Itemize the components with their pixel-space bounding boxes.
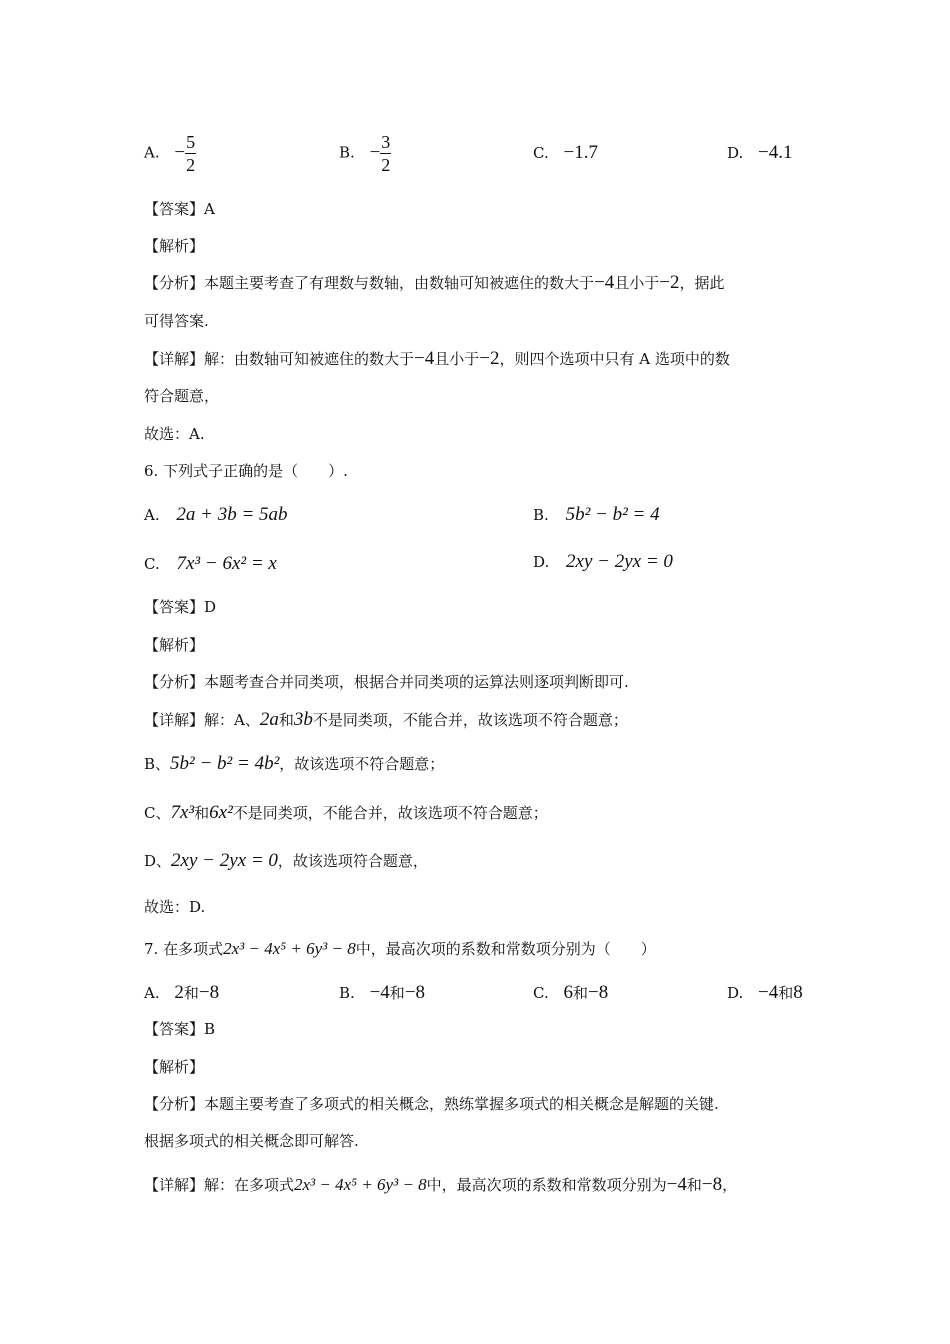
q6-option-b bbox=[533, 504, 660, 526]
option-label: D. bbox=[727, 144, 744, 162]
text: B、 bbox=[144, 755, 171, 773]
math: −8 bbox=[701, 1174, 723, 1195]
option-label: D. bbox=[533, 553, 550, 571]
text: ，据此 bbox=[679, 274, 725, 292]
q7-option-d bbox=[727, 982, 803, 1004]
text: 不是同类项，不能合并，故该选项不符合题意； bbox=[312, 711, 628, 729]
math: 5b² − b² = 4b² bbox=[170, 753, 280, 774]
text: 【详解】解：在多项式 bbox=[144, 1176, 295, 1194]
q5-detail bbox=[144, 348, 730, 370]
math: 2a bbox=[259, 709, 279, 730]
text: 和 bbox=[778, 984, 794, 1002]
math: −4 bbox=[758, 982, 779, 1003]
q7-option-a bbox=[144, 982, 219, 1004]
option-label: C. bbox=[144, 555, 160, 573]
option-label: D. bbox=[727, 984, 744, 1002]
option-expr: −4.1 bbox=[758, 142, 793, 163]
text: 中，最高次项的系数和常数项分别为（ ） bbox=[355, 940, 656, 958]
q7-detail bbox=[144, 1174, 737, 1196]
text: 不是同类项，不能合并，故该选项不符合题意； bbox=[232, 804, 548, 822]
q7-analysis-cont: 根据多项式的相关概念即可解答. bbox=[144, 1132, 359, 1150]
option-label: C. bbox=[533, 144, 549, 162]
fraction bbox=[380, 131, 391, 176]
math: −4 bbox=[666, 1174, 687, 1195]
text: 和 bbox=[183, 984, 199, 1002]
option-label: B. bbox=[339, 143, 355, 162]
option-label: C. bbox=[533, 984, 549, 1002]
q6-stem: 6. 下列式子正确的是（ ）. bbox=[144, 462, 348, 480]
option-expr: 2xy − 2yx = 0 bbox=[566, 551, 673, 572]
q6-detail-d bbox=[144, 850, 428, 872]
option-expr: 2a + 3b = 5ab bbox=[176, 504, 288, 525]
math: 2x³ − 4x⁵ + 6y³ − 8 bbox=[294, 1175, 427, 1194]
q5-option-b bbox=[339, 131, 391, 176]
text: ，故该选项不符合题意； bbox=[279, 755, 445, 773]
q5-analysis bbox=[144, 272, 725, 294]
q5-answer: 【答案】A bbox=[144, 200, 215, 218]
math: 6 bbox=[563, 982, 573, 1003]
numerator: 5 bbox=[186, 132, 196, 152]
numerator: 3 bbox=[381, 132, 391, 152]
q6-analysis: 【分析】本题考查合并同类项，根据合并同类项的运算法则逐项判断即可. bbox=[144, 673, 629, 691]
q7-answer: 【答案】B bbox=[144, 1020, 216, 1038]
math: −8 bbox=[404, 982, 426, 1003]
q6-detail-c bbox=[144, 802, 548, 824]
sign: − bbox=[174, 141, 186, 163]
q7-analysis: 【分析】本题主要考查了多项式的相关概念，熟练掌握多项式的相关概念是解题的关键. bbox=[144, 1095, 719, 1113]
q6-conclusion: 故选：D. bbox=[144, 898, 206, 916]
q6-answer: 【答案】D bbox=[144, 598, 217, 616]
text: ， bbox=[722, 1176, 738, 1194]
math: 2xy − 2yx = 0 bbox=[171, 850, 278, 871]
q5-option-a bbox=[144, 131, 196, 176]
q6-jiexi: 【解析】 bbox=[144, 636, 205, 654]
option-label: A. bbox=[144, 506, 160, 524]
math: 3b bbox=[293, 709, 313, 730]
math: −2 bbox=[659, 272, 680, 293]
math: −2 bbox=[479, 348, 500, 369]
analysis-tag: 【分析】 bbox=[144, 274, 205, 292]
math: −8 bbox=[198, 982, 220, 1003]
q5-option-d bbox=[727, 142, 793, 164]
text: 本题主要考查了有理数与数轴，由数轴可知被遮住的数大于 bbox=[204, 274, 595, 292]
fraction bbox=[185, 131, 196, 176]
q6-option-c bbox=[144, 553, 277, 575]
q7-stem bbox=[144, 938, 656, 960]
text: 和 bbox=[194, 804, 210, 822]
q6-detail-b bbox=[144, 753, 444, 775]
text: 7. 在多项式 bbox=[144, 940, 224, 958]
math: −4 bbox=[369, 982, 390, 1003]
q6-detail-a bbox=[144, 709, 628, 731]
math: 6x² bbox=[209, 802, 233, 823]
denominator: 2 bbox=[186, 155, 196, 175]
q7-option-b bbox=[339, 982, 425, 1004]
text: C、 bbox=[144, 804, 171, 822]
q7-jiexi: 【解析】 bbox=[144, 1058, 205, 1076]
math: 8 bbox=[793, 982, 803, 1003]
q5-analysis-cont: 可得答案. bbox=[144, 312, 209, 330]
text: 和 bbox=[686, 1176, 702, 1194]
text: 且小于 bbox=[434, 350, 480, 368]
math: 7x³ bbox=[170, 802, 195, 823]
option-label: B. bbox=[339, 984, 355, 1002]
option-expr: 7x³ − 6x² = x bbox=[176, 553, 277, 574]
option-label: A. bbox=[144, 984, 160, 1002]
option-label: A. bbox=[144, 143, 160, 162]
text: 解：A、 bbox=[204, 711, 260, 729]
option-expr: −1.7 bbox=[563, 142, 598, 163]
math: −8 bbox=[588, 982, 609, 1003]
q5-conclusion: 故选：A. bbox=[144, 425, 205, 443]
text: ，则四个选项中只有 A 选项中的数 bbox=[499, 350, 730, 368]
text: 且小于 bbox=[614, 274, 660, 292]
math: 2x³ − 4x⁵ + 6y³ − 8 bbox=[223, 939, 356, 958]
detail-tag: 【详解】 bbox=[144, 350, 205, 368]
detail-tag: 【详解】 bbox=[144, 711, 205, 729]
q5-jiexi: 【解析】 bbox=[144, 237, 205, 255]
sign: − bbox=[369, 141, 381, 163]
option-label: B. bbox=[533, 506, 549, 524]
denominator: 2 bbox=[381, 155, 391, 175]
text: 中，最高次项的系数和常数项分别为 bbox=[426, 1176, 667, 1194]
q6-option-d bbox=[533, 551, 673, 573]
q5-detail-cont: 符合题意， bbox=[144, 387, 220, 405]
text: 和 bbox=[278, 711, 294, 729]
option-expr: 5b² − b² = 4 bbox=[565, 504, 660, 525]
math: 2 bbox=[174, 982, 184, 1003]
text: 解：由数轴可知被遮住的数大于 bbox=[204, 350, 415, 368]
q5-option-c bbox=[533, 142, 598, 164]
q6-option-a bbox=[144, 504, 288, 526]
text: 和 bbox=[389, 984, 405, 1002]
math: −4 bbox=[594, 272, 615, 293]
q7-option-c bbox=[533, 982, 608, 1004]
text: D、 bbox=[144, 852, 172, 870]
text: ，故该选项符合题意， bbox=[277, 852, 428, 870]
math: −4 bbox=[414, 348, 435, 369]
text: 和 bbox=[573, 984, 589, 1002]
